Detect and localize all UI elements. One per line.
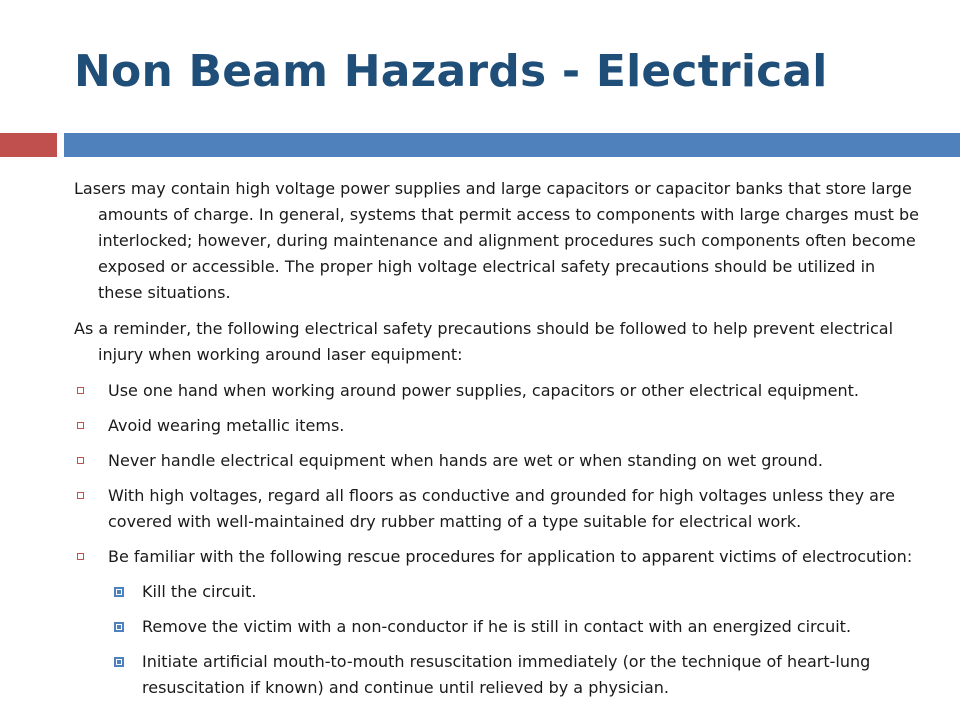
hollow-square-bullet-icon	[77, 422, 84, 429]
slide-body	[74, 176, 922, 710]
bullet-item	[74, 544, 922, 570]
slide-title: Non Beam Hazards - Electrical	[74, 46, 828, 97]
sub-bullet-text: Remove the victim with a non-conductor if he is still in contact with an energized circuit.	[142, 617, 852, 636]
hollow-square-bullet-icon	[77, 387, 84, 394]
filled-square-bullet-icon	[114, 622, 124, 632]
bullet-text: Be familiar with the following rescue procedures for application to apparent victims of electrocution:	[108, 547, 913, 566]
sub-bullet-item	[108, 649, 922, 701]
bullet-text: Avoid wearing metallic items.	[108, 416, 345, 435]
accent-bar-blue	[64, 133, 960, 157]
filled-square-bullet-icon	[114, 657, 124, 667]
bullet-item	[74, 378, 922, 404]
hollow-square-bullet-icon	[77, 553, 84, 560]
sub-bullet-text: Initiate artificial mouth-to-mouth resuscitation immediately (or the technique of heart-lung resuscitation if known) and continue until relieved by a physician.	[142, 652, 871, 697]
filled-square-bullet-icon	[114, 587, 124, 597]
bullet-item	[74, 448, 922, 474]
reminder-paragraph: As a reminder, the following electrical safety precautions should be followed to help prevent electrical injury when working around laser equipment:	[74, 319, 894, 364]
bullet-text: With high voltages, regard all floors as conductive and grounded for high voltages unless they are covered with well-maintained dry rubber matting of a type suitable for electrical work.	[108, 486, 895, 531]
sub-bullet-item	[108, 614, 922, 640]
sub-bullet-text: Kill the circuit.	[142, 582, 257, 601]
sub-bullet-item	[108, 579, 922, 605]
bullet-item	[74, 413, 922, 439]
hollow-square-bullet-icon	[77, 492, 84, 499]
accent-bar-red	[0, 133, 57, 157]
hollow-square-bullet-icon	[77, 457, 84, 464]
intro-paragraph: Lasers may contain high voltage power supplies and large capacitors or capacitor banks that store large amounts of charge. In general, systems that permit access to components with large charges must be interlocked; however, during maintenance and alignment procedures such components often become exposed or accessible. The proper high voltage electrical safety precautions should be utilized in these situations.	[74, 179, 919, 302]
bullet-text: Use one hand when working around power supplies, capacitors or other electrical equipment.	[108, 381, 859, 400]
bullet-item	[74, 483, 922, 535]
bullet-text: Never handle electrical equipment when hands are wet or when standing on wet ground.	[108, 451, 823, 470]
